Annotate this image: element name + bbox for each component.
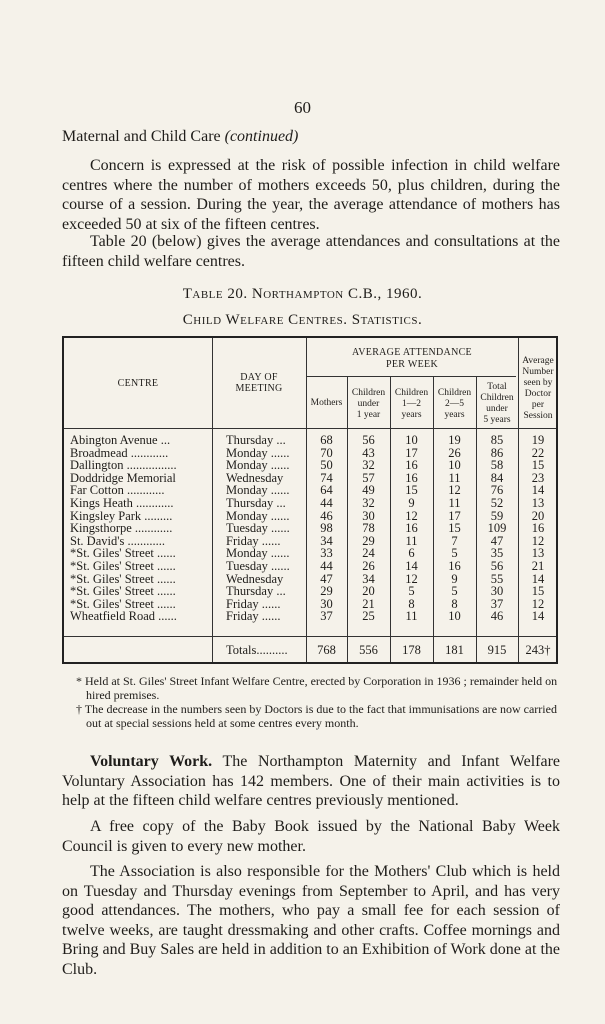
header-doctor-line1: Average [522,356,554,366]
cell-doctor: 20 [531,508,545,523]
cell-c12: 8 [408,596,415,611]
section-heading-italic: (continued) [224,128,299,145]
cell-c12: 10 [405,433,418,447]
cell-u1: 21 [362,596,375,611]
cell-doctor: 23 [531,470,545,485]
cell-c12: 16 [405,458,418,473]
header-subdivider [306,376,516,377]
header-doctor-line3: seen by [523,378,553,388]
header-day-of: DAY OF [240,372,278,383]
cell-doctor: 21 [531,559,545,573]
header-under1-line3: 1 year [356,410,381,420]
cell-centre: St. David's ............ [70,533,165,548]
cell-day: Tuesday ...... [226,521,290,536]
cell-total: 52 [490,496,504,510]
cell-mothers: 47 [320,571,333,586]
cell-mothers: 44 [320,559,333,573]
cell-total: 59 [490,508,504,523]
cell-centre: Abington Avenue ... [70,433,171,447]
cell-doctor: 13 [531,546,545,561]
totals-divider [64,636,556,637]
cell-day: Friday ...... [226,609,281,624]
cell-day: Monday ...... [226,458,290,473]
cell-c25: 10 [448,609,461,624]
table-row [64,610,556,623]
cell-c25: 5 [451,584,458,599]
cell-c25: 7 [451,533,458,548]
cell-day: Monday ...... [226,508,290,523]
cell-c25: 26 [448,445,461,460]
cell-centre: *St. Giles' Street ...... [70,546,176,561]
cell-c25: 12 [448,483,461,498]
table-title: Table 20. Northampton C.B., 1960. [182,286,423,302]
header-c25-line2: 2—5 [445,399,464,409]
cell-day: Wednesday [226,470,284,485]
table-row [64,434,556,447]
cell-c12: 14 [405,559,418,573]
cell-day: Monday ...... [226,483,290,498]
cell-total: 84 [490,470,504,485]
cell-c25: 16 [448,559,461,573]
cell-mothers: 37 [320,609,333,624]
paragraph-mothers-club: The Association is also responsible for the Mothers' Club which is held on Tuesday and Thursday evenings from September to April, and has very good attendances. The mothers, who pay a small fee for each session of twelve weeks, are taught dressmaking and other crafts. Coffee mornings and Bring and Buy Sales are held in addition to an Exhibition of Work done at the Club. [62,863,560,978]
cell-centre: Broadmead ............ [70,445,169,460]
cell-total: 35 [490,546,504,561]
header-doctor-line2: Number [522,367,554,377]
cell-day: Friday ...... [226,596,281,611]
cell-total: 85 [490,433,504,447]
cell-c25: 19 [448,433,461,447]
cell-total: 30 [490,584,504,599]
cell-total: 58 [490,458,504,473]
cell-c25: 11 [448,470,461,485]
table-row [64,522,556,535]
cell-doctor: 12 [531,596,545,611]
cell-c12: 15 [405,483,418,498]
cell-c12: 16 [405,470,418,485]
cell-mothers: 64 [320,483,333,498]
paragraph-voluntary-work [62,752,560,811]
cell-mothers: 46 [320,508,333,523]
header-doctor-line5: per [531,400,545,410]
section-heading-main: Maternal and Child Care [62,128,225,145]
paragraph-baby-book: A free copy of the Baby Book issued by the National Baby Week Council is given to every new mother. [62,818,560,855]
cell-doctor: 15 [531,584,545,599]
table-row [64,459,556,472]
cell-c12: 11 [405,533,418,548]
header-mothers: Mothers [310,398,343,408]
cell-centre: Kingsthorpe ............ [70,521,173,536]
section-heading [62,128,298,146]
cell-day: Thursday ... [226,433,286,447]
cell-centre: *St. Giles' Street ...... [70,571,176,586]
cell-u1: 78 [362,521,375,536]
cell-day: Tuesday ...... [226,559,290,573]
totals-doctor: 243† [525,643,551,657]
cell-c12: 6 [408,546,415,561]
cell-centre: Kingsley Park ......... [70,508,173,523]
cell-mothers: 74 [320,470,333,485]
cell-total: 86 [490,445,504,460]
cell-day: Friday ...... [226,533,281,548]
cell-doctor: 22 [531,445,545,460]
page-number: 60 [294,98,311,117]
cell-u1: 20 [362,584,375,599]
cell-centre: *St. Giles' Street ...... [70,559,176,573]
cell-u1: 26 [362,559,375,573]
cell-u1: 49 [362,483,375,498]
header-divider [64,428,556,429]
cell-mothers: 33 [320,546,333,561]
header-per-week: PER WEEK [386,359,438,370]
footnote-dagger: † The decrease in the numbers seen by Doctors is due to the fact that immunisations are now carried out at special sessions held at some centres every month. [76,702,557,730]
cell-u1: 32 [362,458,375,473]
cell-u1: 29 [362,533,375,548]
table-row [64,585,556,598]
cell-mothers: 70 [320,445,333,460]
cell-centre: Far Cotton ............ [70,483,165,498]
cell-total: 37 [490,596,504,611]
cell-u1: 30 [362,508,375,523]
header-meeting: MEETING [235,383,283,394]
cell-doctor: 19 [531,433,545,447]
cell-u1: 56 [362,433,375,447]
header-total-line1: Total [487,382,507,392]
cell-centre: Doddridge Memorial [70,470,176,485]
cell-day: Monday ...... [226,546,290,561]
cell-centre: Kings Heath ............ [70,496,174,510]
cell-c12: 12 [405,508,418,523]
cell-u1: 43 [362,445,375,460]
cell-c25: 5 [451,546,458,561]
cell-c25: 17 [448,508,461,523]
header-c25-line1: Children [437,388,472,398]
totals-mothers: 768 [317,643,336,657]
cell-doctor: 13 [531,496,545,510]
footnotes [62,674,562,730]
cell-total: 47 [490,533,504,548]
cell-mothers: 98 [320,521,333,536]
header-under1-line1: Children [351,388,386,398]
cell-u1: 25 [362,609,375,624]
cell-c12: 11 [405,609,418,624]
footnote-asterisk: * Held at St. Giles' Street Infant Welfare Centre, erected by Corporation in 1936 ; remainder held on hired premises. [76,674,558,702]
cell-mothers: 50 [320,458,333,473]
cell-total: 109 [487,521,507,536]
cell-total: 56 [490,559,504,573]
cell-total: 55 [490,571,504,586]
cell-doctor: 15 [531,458,545,473]
header-centre: CENTRE [117,378,159,389]
cell-centre: *St. Giles' Street ...... [70,584,176,599]
header-doctor-line4: Doctor [524,389,552,399]
totals-under1: 556 [359,643,378,657]
cell-c12: 9 [408,496,415,510]
cell-mothers: 44 [320,496,333,510]
cell-c12: 12 [405,571,418,586]
cell-u1: 34 [362,571,375,586]
header-total-line4: 5 years [483,415,511,425]
cell-mothers: 34 [320,533,333,548]
cell-total: 46 [490,609,504,624]
totals-c12: 178 [402,643,421,657]
cell-day: Thursday ... [226,496,286,510]
cell-centre: *St. Giles' Street ...... [70,596,176,611]
totals-label: Totals.......... [226,643,288,657]
header-c12-line2: 1—2 [402,399,421,409]
cell-mothers: 68 [320,433,333,447]
cell-u1: 57 [362,470,375,485]
cell-u1: 24 [362,546,375,561]
header-total-line3: under [486,404,508,414]
header-doctor-line6: Session [523,411,553,421]
cell-c12: 17 [405,445,418,460]
cell-c25: 8 [451,596,458,611]
cell-centre: Dallington ................ [70,458,177,473]
cell-c25: 9 [451,571,458,586]
totals-total: 915 [487,643,507,657]
voluntary-work-text: The Northampton Maternity and Infant Welfare Voluntary Association has 142 members. One of their main activities is to help at the fifteen child welfare centres previously mentioned. [62,753,560,809]
paragraph-concern: Concern is expressed at the risk of possible infection in child welfare centres where the number of mothers exceeds 50, plus children, during the course of a session. During the year, the average attendance of mothers has exceeded 50 at six of the fifteen centres. [62,157,560,233]
header-c25-line3: years [444,410,465,420]
totals-c25: 181 [445,643,464,657]
table-row [64,497,556,510]
cell-c25: 10 [448,458,461,473]
cell-u1: 32 [362,496,375,510]
paragraph-table-intro: Table 20 (below) gives the average attendances and consultations at the fifteen child welfare centres. [62,233,560,270]
cell-doctor: 14 [531,609,545,624]
cell-doctor: 12 [531,533,545,548]
statistics-table [62,336,558,664]
cell-doctor: 14 [531,571,545,586]
cell-c12: 5 [408,584,415,599]
header-total-line2: Children [480,393,514,403]
header-average-attendance: AVERAGE ATTENDANCE [352,347,472,358]
cell-day: Wednesday [226,571,284,586]
cell-doctor: 14 [531,483,545,498]
cell-c25: 11 [448,496,461,510]
cell-doctor: 16 [531,521,545,536]
totals-row [64,644,556,657]
table-row [64,560,556,573]
cell-mothers: 30 [320,596,333,611]
header-c12-line3: years [401,410,422,420]
cell-c25: 15 [448,521,461,536]
cell-day: Thursday ... [226,584,286,599]
header-under1-line2: under [357,399,380,409]
cell-c12: 16 [405,521,418,536]
voluntary-work-heading: Voluntary Work. [90,753,213,770]
header-c12-line1: Children [394,388,429,398]
cell-centre: Wheatfield Road ...... [70,609,177,624]
cell-mothers: 29 [320,584,333,599]
cell-day: Monday ...... [226,445,290,460]
table-subtitle: Child Welfare Centres. Statistics. [182,312,423,328]
cell-total: 76 [490,483,504,498]
